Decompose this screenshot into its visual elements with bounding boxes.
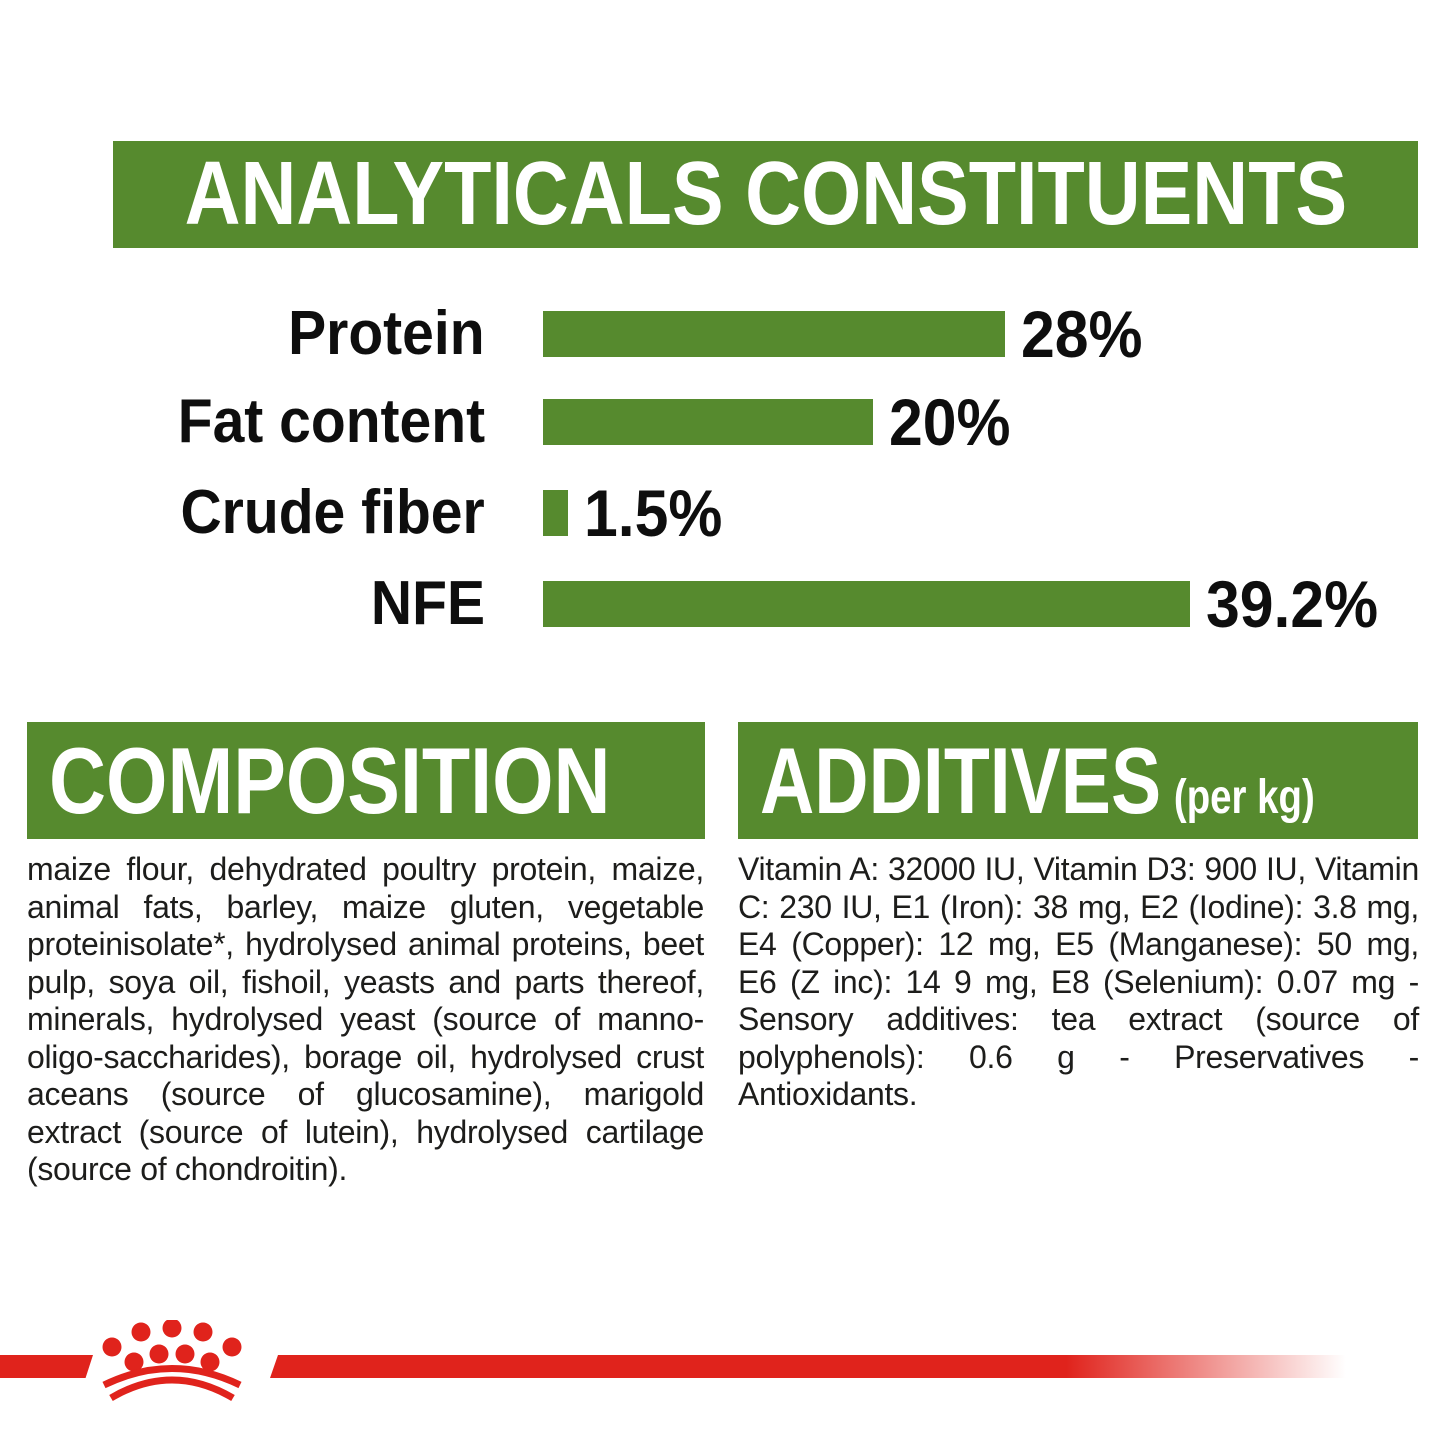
analyticals-title: ANALYTICALS CONSTITUENTS	[184, 144, 1347, 244]
bar-row	[0, 297, 1153, 371]
bar	[543, 581, 1190, 627]
bar-label: NFE	[370, 569, 485, 638]
bar-row	[0, 567, 1393, 641]
analyticals-banner	[113, 141, 1418, 248]
bar-value: 28%	[1021, 297, 1143, 371]
bar	[543, 490, 568, 536]
composition-text: maize flour, dehydrated poultry protein, maize, animal fats, barley, maize gluten, vegetable proteinisolate*, hydrolysed animal proteins, beet pulp, soya oil, fishoil, yeasts and parts thereof, minerals, hydrolysed yeast (source of manno-oligo-saccharides), borage oil, hydrolysed crust aceans (source of glucosamine), marigold extract (source of lutein), hydrolysed cartilage (source of chondroitin).	[27, 851, 704, 1187]
red-band-right	[270, 1355, 1346, 1378]
additives-unit: (per kg)	[1173, 770, 1315, 824]
composition-title: COMPOSITION	[49, 727, 611, 833]
additives-title: ADDITIVES	[760, 727, 1162, 833]
royal-canin-crown-icon	[96, 1320, 256, 1406]
bar-label: Protein	[288, 299, 485, 368]
bar-value: 20%	[889, 385, 1011, 459]
bar-value: 1.5%	[584, 476, 723, 550]
red-band-left	[0, 1355, 93, 1378]
bar	[543, 311, 1005, 357]
composition-banner	[27, 722, 705, 839]
bar	[543, 399, 873, 445]
bar-label: Fat content	[177, 387, 485, 456]
bar-value: 39.2%	[1206, 567, 1379, 641]
bar-row	[0, 385, 1021, 459]
bar-label: Crude fiber	[180, 478, 485, 547]
additives-text: Vitamin A: 32000 IU, Vitamin D3: 900 IU, Vitamin C: 230 IU, E1 (Iron): 38 mg, E2 (Iodine): 3.8 mg, E4 (Copper): 12 mg, E5 (Manganese): 50 mg, E6 (Z inc): 14 9 mg, E8 (Selenium): 0.07 mg - Sensory additives: tea extract (source of polyphenols): 0.6 g - Preservatives - Antioxidants.	[738, 851, 1419, 1112]
bar-row	[0, 476, 734, 550]
additives-banner	[738, 722, 1418, 839]
